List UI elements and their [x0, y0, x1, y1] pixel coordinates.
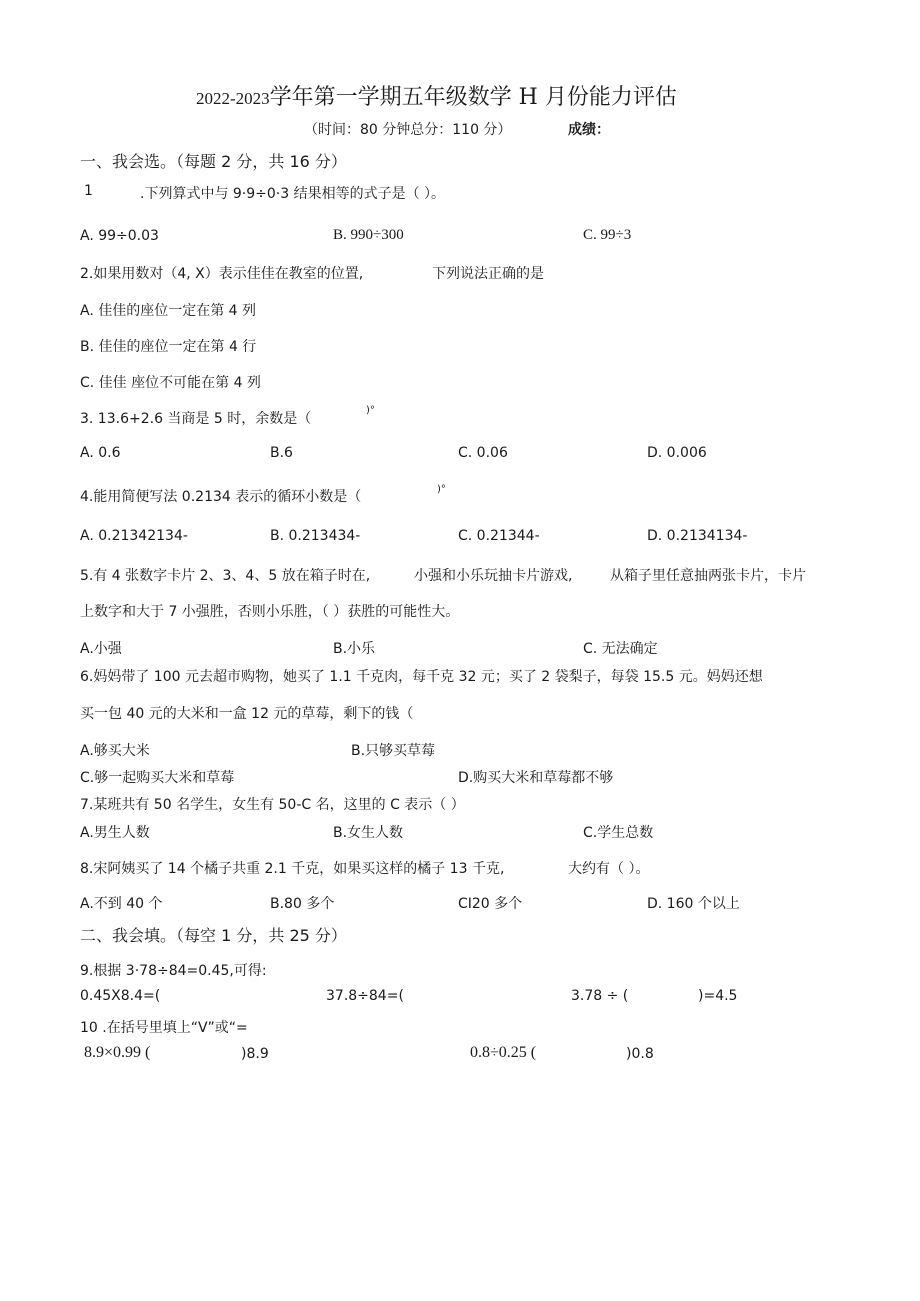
q6-option-d: D.购买大米和草莓都不够	[458, 770, 614, 786]
q4-option-b: B. 0.213434-	[270, 528, 361, 544]
exam-info: （时间：80 分钟总分：110 分）	[304, 122, 512, 138]
q1-option-c: C. 99÷3	[583, 227, 632, 243]
q7-option-c: C.学生总数	[583, 825, 654, 841]
question-8-text-a: 8.宋阿姨买了 14 个橘子共重 2.1 千克，如果买这样的橘子 13 千克,	[80, 861, 505, 877]
q8-option-b: B.80 多个	[270, 896, 335, 912]
q2-option-c: C. 佳佳 座位不可能在第 4 列	[80, 375, 261, 391]
q3-option-d: D. 0.006	[647, 445, 707, 461]
question-4-text: 4.能用简便写法 0.2134 表示的循环小数是（	[80, 489, 362, 505]
school-year: 2022-2023	[196, 89, 270, 108]
q10-fill-2-b: )0.8	[626, 1046, 654, 1062]
question-7-text: 7.某班共有 50 名学生，女生有 50-C 名，这里的 C 表示（ ）	[80, 797, 465, 813]
q4-option-d: D. 0.2134134-	[647, 528, 748, 544]
q5-option-b: B.小乐	[333, 641, 376, 657]
question-3-text: 3. 13.6+2.6 当商是 5 时，余数是（	[80, 411, 312, 427]
q3-option-a: A. 0.6	[80, 445, 121, 461]
q4-option-c: C. 0.21344-	[458, 528, 540, 544]
question-1-number: 1	[84, 183, 93, 199]
q6-option-a: A.够买大米	[80, 743, 150, 759]
q3-option-b: B.6	[270, 445, 293, 461]
q7-option-b: B.女生人数	[333, 825, 404, 841]
q9-fill-1: 0.45X8.4=(	[80, 988, 161, 1004]
title-text: 学年第一学期五年级数学 H 月份能力评估	[269, 85, 677, 110]
q1-option-a: A. 99÷0.03	[80, 228, 159, 244]
question-5-line1-c: 从箱子里任意抽两张卡片，卡片	[610, 568, 806, 584]
q8-option-d: D. 160 个以上	[647, 896, 740, 912]
section-1-heading: 一、我会选。（每题 2 分，共 16 分）	[80, 152, 347, 171]
q6-option-b: B.只够买草莓	[351, 743, 436, 759]
question-9-text: 9.根据 3·78÷84=0.45,可得:	[80, 963, 267, 979]
q8-option-c: CI20 多个	[458, 896, 523, 912]
q4-option-a: A. 0.21342134-	[80, 528, 188, 544]
q1-option-b: B. 990÷300	[333, 227, 404, 243]
section-2-heading: 二、我会填。（每空 1 分，共 25 分）	[80, 926, 347, 945]
page-title	[196, 80, 677, 111]
q6-option-c: C.够一起购买大米和草莓	[80, 770, 235, 786]
question-5-line2: 上数字和大于 7 小强胜，否则小乐胜，（ ）获胜的可能性大。	[80, 604, 460, 620]
q10-fill-2-a: 0.8÷0.25 (	[470, 1044, 537, 1061]
question-2-text-a: 2.如果用数对（4, X）表示佳佳在教室的位置,	[80, 266, 364, 282]
q9-fill-2: 37.8÷84=(	[326, 988, 404, 1004]
question-1-text: .下列算式中与 9·9÷0·3 结果相等的式子是（ ）。	[140, 186, 446, 202]
score-label: 成绩：	[568, 122, 610, 138]
q8-option-a: A.不到 40 个	[80, 896, 163, 912]
q10-fill-1-b: )8.9	[241, 1046, 269, 1062]
question-3-end: )°	[366, 405, 375, 416]
q9-fill-3-a: 3.78 ÷ (	[571, 988, 629, 1004]
question-6-line2: 买一包 40 元的大米和一盒 12 元的草莓，剩下的钱（	[80, 706, 414, 722]
question-8-text-b: 大约有（ ）。	[568, 861, 650, 877]
question-5-line1-b: 小强和小乐玩抽卡片游戏,	[414, 568, 573, 584]
q10-fill-1-a: 8.9×0.99 (	[84, 1044, 151, 1061]
q7-option-a: A.男生人数	[80, 825, 150, 841]
q3-option-c: C. 0.06	[458, 445, 508, 461]
q5-option-c: C. 无法确定	[583, 641, 658, 657]
question-4-end: )°	[437, 484, 446, 495]
q2-option-a: A. 佳佳的座位一定在第 4 列	[80, 303, 257, 319]
q5-option-a: A.小强	[80, 641, 122, 657]
q2-option-b: B. 佳佳的座位一定在第 4 行	[80, 339, 257, 355]
question-2-text-b: 下列说法正确的是	[432, 266, 544, 282]
question-5-line1-a: 5.有 4 张数字卡片 2、3、4、5 放在箱子时在,	[80, 568, 371, 584]
q9-fill-3-b: )=4.5	[698, 988, 738, 1004]
question-10-text: 10 .在括号里填上“V”或“=	[80, 1020, 248, 1036]
question-6-line1: 6.妈妈带了 100 元去超市购物，她买了 1.1 千克肉，每千克 32 元；买了 2 袋梨子，每袋 15.5 元。妈妈还想	[80, 669, 763, 685]
